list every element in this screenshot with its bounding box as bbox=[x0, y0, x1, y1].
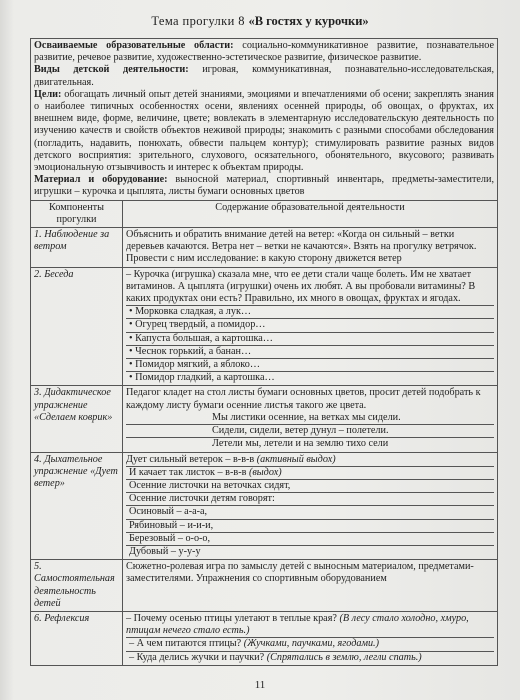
component-independent: 5. Самостоятельная деятельность детей bbox=[31, 560, 123, 612]
conversation-text: – Курочка (игрушка) сказала мне, что ее дети стали чаще болеть. Им не хватает витаминов. А цыплята (игрушки) очень их любят. А вы пробовали витамины? В каких продуктах они есть? Правильно, их много в овощах, фруктах и ягодах. bbox=[126, 268, 476, 305]
reflection-question: – А чем питаются птицы? bbox=[129, 638, 244, 650]
goals-label: Цели: bbox=[34, 88, 62, 100]
reflection-item bbox=[126, 651, 494, 664]
component-conversation: 2. Беседа bbox=[31, 267, 123, 386]
materials-label: Материал и оборудование: bbox=[34, 174, 168, 186]
lesson-table bbox=[30, 38, 498, 666]
table-row bbox=[31, 386, 498, 452]
content-breathing bbox=[123, 452, 498, 560]
breathing-line: Березовый – о-о-о, bbox=[126, 532, 494, 545]
table-row bbox=[31, 452, 498, 560]
title-prefix: Тема прогулки 8 bbox=[151, 14, 245, 28]
reflection-answer: (Спрятались в землю, легли спать.) bbox=[266, 651, 422, 663]
conversation-line: • Морковка сладкая, а лук… bbox=[126, 305, 494, 318]
reflection-question: – Почему осенью птицы улетают в теплые края? bbox=[126, 612, 340, 624]
page-number: 11 bbox=[254, 679, 266, 691]
areas-text: социально-коммуникативное развитие, познавательное развитие, речевое развитие, художественно-эстетическое развитие, физическое развитие. bbox=[34, 40, 494, 64]
breathing-line: Осенние листочки детям говорят: bbox=[126, 492, 494, 505]
content-independent: Сюжетно-ролевая игра по замыслу детей с выносным материалом, предметами-заместителями. Упражнения со спортивным оборудованием bbox=[123, 560, 498, 612]
table-row bbox=[31, 560, 498, 612]
content-conversation bbox=[123, 267, 498, 386]
breathing-line: Осенние листочки на веточках сидят, bbox=[126, 479, 494, 492]
didactic-text: Педагог кладет на стол листы бумаги основных цветов, просит детей подобрать к каждому листу бумаги осенние листья такого же цвета. bbox=[126, 387, 481, 411]
materials-paragraph bbox=[34, 174, 494, 198]
breathing-line: Осиновый – а-а-а, bbox=[126, 505, 494, 518]
breathing-note: (активный выдох) bbox=[256, 453, 336, 465]
breathing-line: Рябиновый – и-и-и, bbox=[126, 519, 494, 532]
table-header-row bbox=[31, 200, 498, 227]
areas-paragraph bbox=[34, 40, 494, 64]
areas-label: Осваиваемые образовательные области: bbox=[34, 40, 234, 51]
title-main: «В гостях у курочки» bbox=[248, 14, 369, 28]
poem-line: Мы листики осенние, на ветках мы сидели. bbox=[212, 411, 401, 423]
component-didactic: 3. Дидактическое упражнение «Сделаем коврик» bbox=[31, 386, 123, 452]
poem-line: Летели мы, летели и на землю тихо сели bbox=[126, 437, 494, 450]
reflection-item bbox=[126, 637, 494, 650]
content-observation: Объяснить и обратить внимание детей на ветер: «Когда он сильный – ветки деревьев качаются. Ветра нет – ветки не качаются». Взять на прогулку ветрячок. Провести с ним исследование: в какую сторону движется ветер bbox=[123, 228, 498, 268]
conversation-line: • Огурец твердый, а помидор… bbox=[126, 318, 494, 331]
reflection-answer: (В лесу стало холодно, хмуро, птицам нечего стало есть.) bbox=[126, 612, 469, 637]
breathing-line: Дубовый – у-у-у bbox=[126, 545, 494, 558]
breathing-line-text: И качает так листок – в-в-в bbox=[129, 466, 249, 478]
table-row bbox=[31, 228, 498, 268]
breathing-line-text: Дует сильный ветерок – в-в-в bbox=[126, 453, 257, 465]
breathing-line bbox=[126, 466, 494, 479]
content-reflection bbox=[123, 611, 498, 665]
reflection-answer: (Жучками, паучками, ягодами.) bbox=[243, 638, 379, 650]
activities-paragraph bbox=[34, 64, 494, 88]
breathing-note: (выдох) bbox=[248, 466, 282, 478]
breathing-line bbox=[126, 454, 494, 466]
reflection-question: – Куда делись жучки и паучки? bbox=[129, 651, 267, 663]
header-components: Компоненты прогулки bbox=[31, 200, 123, 227]
conversation-line: • Помидор гладкий, а картошка… bbox=[126, 371, 494, 384]
header-content: Содержание образовательной деятельности bbox=[123, 200, 498, 227]
goals-paragraph bbox=[34, 89, 494, 174]
reflection-item bbox=[126, 613, 494, 637]
activities-label: Виды детской деятельности: bbox=[34, 64, 189, 76]
component-observation: 1. Наблюдение за ветром bbox=[31, 228, 123, 268]
table-row bbox=[31, 267, 498, 386]
page-title bbox=[0, 14, 520, 29]
component-reflection: 6. Рефлексия bbox=[31, 611, 123, 665]
component-breathing: 4. Дыхательное упражнение «Дует ветер» bbox=[31, 452, 123, 560]
materials-text: выносной материал, спортивный инвентарь, предметы-заместители, игрушки – курочка и цыплята, листы бумаги основных цветов bbox=[34, 174, 494, 198]
intro-cell bbox=[31, 39, 498, 201]
goals-text: обогащать личный опыт детей знаниями, эмоциями и впечатлениями об осени; закреплять знания о наиболее типичных особенностях осени, явлениях осенней природы, об овощах, о фруктах, их внешнем виде, форме, величине, цвете; вовлекать в элементарную исследовательскую деятельность по изучению качеств и свойств объектов неживой природы; знакомить с разными способами обследования (погладить, надавить, понюхать, обвести пальцем контур); стимулировать развитие разных видов детского восприятия: зрительного, слухового, осязательного, обонятельного, вкусового; развивать эмоциональную отзывчивость и интерес к объектам природы. bbox=[34, 88, 494, 174]
conversation-line: • Чеснок горький, а банан… bbox=[126, 345, 494, 358]
table-row bbox=[31, 611, 498, 665]
conversation-line: • Помидор мягкий, а яблоко… bbox=[126, 358, 494, 371]
content-didactic bbox=[123, 386, 498, 452]
poem-line: Сидели, сидели, ветер дунул – полетели. bbox=[126, 424, 494, 437]
activities-text: игровая, коммуникативная, познавательно-исследовательская, двигательная. bbox=[34, 64, 494, 88]
conversation-line: • Капуста большая, а картошка… bbox=[126, 332, 494, 345]
